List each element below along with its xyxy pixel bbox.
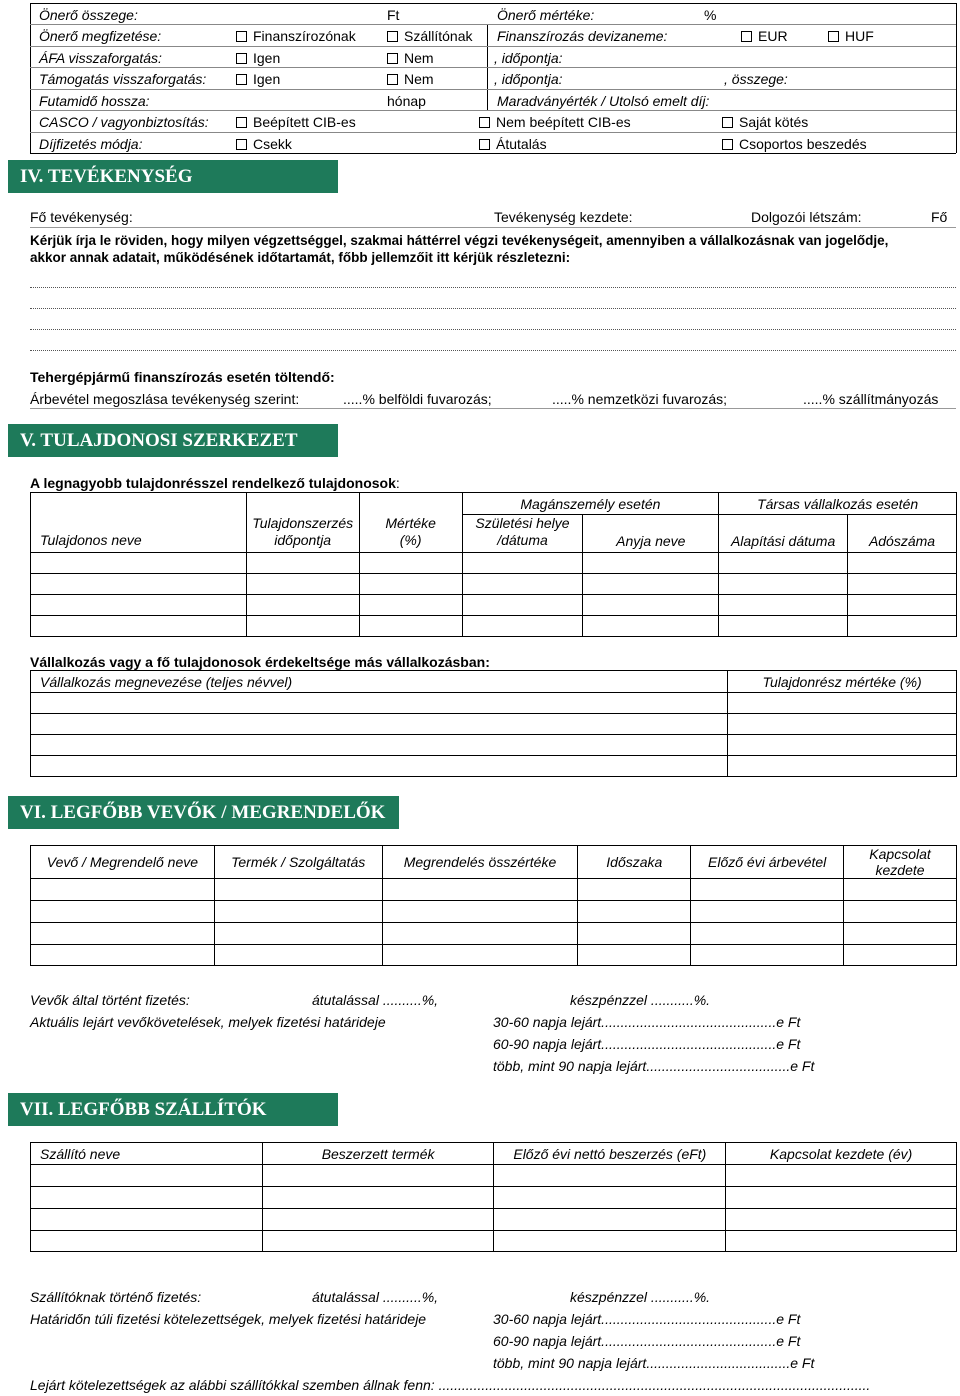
afa-nem[interactable]: Nem (387, 50, 434, 66)
col-alapitasi: Alapítási dátuma (719, 515, 848, 553)
onero-megfizetese-label: Önerő megfizetése: (39, 28, 162, 44)
description-line[interactable] (30, 287, 956, 288)
afa-label: ÁFA visszaforgatás: (39, 50, 162, 66)
onero-osszege-label: Önerő összege: (39, 7, 138, 23)
col-vevo-neve: Vevő / Megrendelő neve (31, 846, 215, 879)
description-line[interactable] (30, 308, 956, 309)
table-row (31, 1231, 957, 1252)
tamogatas-label: Támogatás visszaforgatás: (39, 71, 207, 87)
szallitmanyozas-field[interactable]: .....% szállítmányozás (803, 391, 939, 407)
table-row (31, 1187, 957, 1209)
vevok-lejart-60-90[interactable]: 60-90 napja lejárt.............................................e Ft (493, 1036, 801, 1052)
checkbox-icon[interactable] (236, 139, 247, 150)
section-v-header: V. TULAJDONOSI SZERKEZET (8, 424, 338, 457)
checkbox-icon[interactable] (479, 139, 490, 150)
col-szuletesi: Születési helye /dátuma (462, 515, 583, 553)
fo-tevekenyseg-label: Fő tevékenység: (30, 209, 133, 225)
col-idoszaka: Időszaka (578, 846, 691, 879)
tamogatas-nem[interactable]: Nem (387, 71, 434, 87)
devizanem-label: Finanszírozás devizaneme: (497, 28, 668, 44)
vevok-atutalas-field[interactable]: átutalással ..........%, (312, 992, 439, 1008)
option-szallitonak[interactable]: Szállítónak (387, 28, 472, 44)
table-row (31, 693, 957, 714)
arbevetel-label: Árbevétel megoszlása tevékenység szerint: (30, 391, 300, 407)
table-row (31, 616, 957, 637)
arbevetel-underline (30, 408, 956, 409)
table-row (31, 714, 957, 735)
erdekeltseg-heading: Vállalkozás vagy a fő tulajdonosok érdekeltsége más vállalkozásban: (30, 654, 490, 670)
fo-unit: Fő (931, 209, 948, 225)
col-tarsas: Társas vállalkozás esetén (719, 493, 957, 515)
belfoldi-field[interactable]: .....% belföldi fuvarozás; (343, 391, 492, 407)
col-vall-neve: Vállalkozás megnevezése (teljes névvel) (31, 671, 728, 693)
hataridon-label: Határidőn túli fizetési kötelezettségek, melyek fizetési határideje (30, 1311, 427, 1327)
szall-fizetes-label: Szállítóknak történő fizetés: (30, 1289, 202, 1305)
table-row (31, 574, 957, 595)
option-huf[interactable]: HUF (828, 28, 874, 44)
vevok-keszpenz-field[interactable]: készpénzzel ...........%. (570, 992, 711, 1008)
col-beszerzes: Előző évi nettó beszerzés (eFt) (494, 1143, 726, 1165)
table-row (31, 879, 957, 901)
tamogatas-igen[interactable]: Igen (236, 71, 280, 87)
maradvany-label: Maradványérték / Utolsó emelt díj: (497, 93, 710, 109)
casco-label: CASCO / vagyonbiztosítás: (39, 114, 209, 130)
checkbox-icon[interactable] (236, 74, 247, 85)
customers-table (30, 845, 957, 966)
table-row (31, 1209, 957, 1231)
col-maganszemely: Magánszemély esetén (462, 493, 719, 515)
option-nem-beepitett[interactable]: Nem beépített CIB-es (479, 114, 631, 130)
onero-merteke-label: Önerő mértéke: (497, 7, 595, 23)
option-beepitett[interactable]: Beépített CIB-es (236, 114, 356, 130)
checkbox-icon[interactable] (236, 31, 247, 42)
checkbox-icon[interactable] (741, 31, 752, 42)
section-iv-header: IV. TEVÉKENYSÉG (8, 160, 338, 193)
szall-lejart-30-60[interactable]: 30-60 napja lejárt.............................................e Ft (493, 1311, 801, 1327)
col-tulajdonresz: Tulajdonrész mértéke (%) (728, 671, 957, 693)
option-finanszirozonak[interactable]: Finanszírozónak (236, 28, 356, 44)
szall-lejart-90-plus[interactable]: több, mint 90 napja lejárt.....................................e Ft (493, 1355, 815, 1371)
vevok-lejart-30-60[interactable]: 30-60 napja lejárt.............................................e Ft (493, 1014, 801, 1030)
checkbox-icon[interactable] (722, 139, 733, 150)
tamogatas-idopontja-label: , időpontja: (494, 71, 563, 87)
honap-unit: hónap (387, 93, 426, 109)
vevok-fizetes-label: Vevők által történt fizetés: (30, 992, 190, 1008)
col-termek: Termék / Szolgáltatás (214, 846, 382, 879)
lejart-kotelezettsegek-field[interactable]: Lejárt kötelezettségek az alábbi szállítókkal szemben állnak fenn: ............................................................................................................... (30, 1377, 871, 1393)
option-atutalas[interactable]: Átutalás (479, 136, 547, 152)
description-line[interactable] (30, 329, 956, 330)
owners-table (30, 492, 957, 637)
checkbox-icon[interactable] (828, 31, 839, 42)
table-row (31, 735, 957, 756)
aktualis-label: Aktuális lejárt vevőkövetelések, melyek fizetési határideje (30, 1014, 386, 1030)
afa-igen[interactable]: Igen (236, 50, 280, 66)
futamido-label: Futamidő hossza: (39, 93, 150, 109)
option-eur[interactable]: EUR (741, 28, 788, 44)
section-vi-header: VI. LEGFŐBB VEVŐK / MEGRENDELŐK (8, 796, 399, 829)
section-vii-header: VII. LEGFŐBB SZÁLLÍTÓK (8, 1093, 338, 1126)
fo-tev-underline (30, 227, 956, 228)
table-row (31, 553, 957, 574)
szall-atutalas-field[interactable]: átutalással ..........%, (312, 1289, 439, 1305)
option-csoportos[interactable]: Csoportos beszedés (722, 136, 867, 152)
option-sajat-kotes[interactable]: Saját kötés (722, 114, 808, 130)
vevok-lejart-90-plus[interactable]: több, mint 90 napja lejárt.....................................e Ft (493, 1058, 815, 1074)
checkbox-icon[interactable] (387, 74, 398, 85)
dijfizetes-label: Díjfizetés módja: (39, 136, 143, 152)
checkbox-icon[interactable] (387, 53, 398, 64)
col-anyja: Anyja neve (583, 515, 719, 553)
col-megrendeles: Megrendelés összértéke (382, 846, 578, 879)
description-line[interactable] (30, 350, 956, 351)
table-row (31, 595, 957, 616)
table-row (31, 756, 957, 777)
checkbox-icon[interactable] (236, 53, 247, 64)
col-kapcsolat-kezdete: Kapcsolat kezdete (év) (726, 1143, 957, 1165)
szall-keszpenz-field[interactable]: készpénzzel ...........%. (570, 1289, 711, 1305)
option-csekk[interactable]: Csekk (236, 136, 292, 152)
col-beszerzett-termek: Beszerzett termék (262, 1143, 494, 1165)
col-arbevetel: Előző évi árbevétel (691, 846, 844, 879)
pct-unit: % (704, 7, 717, 23)
col-tulajdonos-neve: Tulajdonos neve (31, 493, 247, 553)
tamogatas-osszege-label: , összege: (724, 71, 788, 87)
description-instruction-2: akkor annak adatait, működésének időtartamát, főbb jellemzőit itt kérjük részletezni: (30, 250, 571, 265)
table-row (31, 901, 957, 923)
tevekenyseg-kezdete-label: Tevékenység kezdete: (494, 209, 633, 225)
col-merteke: Mértéke (%) (359, 493, 462, 553)
ft-unit: Ft (387, 7, 400, 23)
checkbox-icon[interactable] (479, 117, 490, 128)
tehergepjarmu-heading: Tehergépjármű finanszírozás esetén töltendő: (30, 369, 335, 385)
interests-table (30, 670, 957, 777)
dolgozoi-letszam-label: Dolgozói létszám: (751, 209, 862, 225)
checkbox-icon[interactable] (236, 117, 247, 128)
table-row (31, 945, 957, 966)
col-kapcsolat: Kapcsolat kezdete (844, 846, 957, 879)
table-row (31, 1165, 957, 1187)
checkbox-icon[interactable] (722, 117, 733, 128)
nemzetkozi-field[interactable]: .....% nemzetközi fuvarozás; (552, 391, 728, 407)
table-row (31, 923, 957, 945)
suppliers-table (30, 1142, 957, 1252)
col-tulajdonszerzes: Tulajdonszerzés időpontja (246, 493, 359, 553)
col-adoszama: Adószáma (848, 515, 957, 553)
szall-lejart-60-90[interactable]: 60-90 napja lejárt.............................................e Ft (493, 1333, 801, 1349)
description-instruction: Kérjük írja le röviden, hogy milyen végzettséggel, szakmai háttérrel végzi tevékenységeit, amennyiben a vállalkozásnak van jogelődje, (30, 233, 889, 248)
afa-idopontja-label: , időpontja: (494, 50, 563, 66)
legnagyobb-heading: A legnagyobb tulajdonrésszel rendelkező tulajdonosok: (30, 475, 400, 491)
col-szallito-neve: Szállító neve (31, 1143, 263, 1165)
checkbox-icon[interactable] (387, 31, 398, 42)
